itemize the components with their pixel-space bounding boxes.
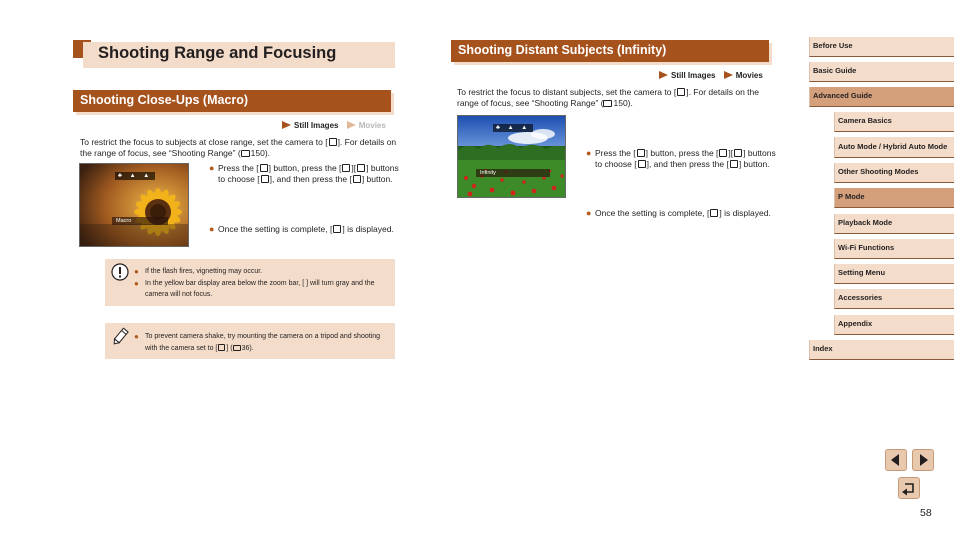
right-arrow-icon	[734, 149, 742, 157]
movies-arrow-icon	[724, 71, 733, 79]
page-number: 58	[920, 507, 932, 519]
tip-ref[interactable]: 36	[241, 344, 250, 352]
tip-note	[105, 323, 395, 359]
still-images-arrow-icon	[282, 121, 291, 129]
macro-sunflower-photo	[79, 163, 189, 247]
left-arrow-icon	[342, 164, 350, 172]
macro-photo-mode-icons: ♣ ▲ ▲	[115, 172, 155, 180]
infinity-mode-indicator	[659, 71, 763, 80]
infinity-mode-movies: Movies	[735, 71, 763, 80]
caution-item-1-text: If the flash fires, vignetting may occur.	[145, 268, 263, 275]
next-page-button[interactable]	[912, 449, 934, 471]
nav-basic-guide[interactable]: Basic Guide	[809, 62, 954, 82]
nav-index[interactable]: Index	[809, 340, 954, 360]
book-reference-icon	[603, 100, 612, 107]
func-set-icon	[730, 160, 738, 168]
caution-item-2-text: In the yellow bar display area below the zoom bar, [ ] will turn gray and the camera will not focus.	[145, 279, 375, 298]
left-button-icon	[637, 149, 645, 157]
nav-auto-mode[interactable]: Auto Mode / Hybrid Auto Mode	[834, 137, 954, 158]
infinity-header-text: Shooting Distant Subjects (Infinity)	[458, 43, 667, 57]
macro-step1-a: Press the [	[218, 163, 259, 173]
macro-step1-d: ] buttons to choose [	[218, 163, 399, 185]
left-button-icon	[260, 164, 268, 172]
infinity-intro-ref[interactable]: 150	[613, 98, 628, 109]
chevron-right-icon	[913, 450, 933, 470]
nav-accessories[interactable]: Accessories	[834, 289, 954, 309]
macro-step2-b: ] is displayed.	[342, 223, 394, 234]
caution-note	[105, 259, 395, 306]
right-arrow-icon	[357, 164, 365, 172]
caution-icon	[110, 263, 130, 281]
nav-playback-mode[interactable]: Playback Mode	[834, 214, 954, 234]
mountain-icon	[638, 160, 646, 168]
macro-intro-text-3: ).	[264, 148, 271, 159]
infinity-step1-d: ] buttons to choose [	[595, 147, 776, 170]
nav-before-use[interactable]: Before Use	[809, 37, 954, 57]
nav-camera-basics[interactable]: Camera Basics	[834, 112, 954, 132]
nav-p-mode[interactable]: P Mode	[834, 188, 954, 208]
still-images-arrow-icon	[659, 71, 668, 79]
infinity-step-2: ● Once the setting is complete, [ ] is displayed.	[586, 208, 771, 219]
infinity-intro	[457, 87, 775, 110]
back-button[interactable]	[898, 477, 920, 499]
infinity-step2-b: ] is displayed.	[719, 208, 771, 219]
infinity-step1-e: ], and then press the [	[646, 159, 729, 170]
macro-step-2: ● Once the setting is complete, [ ] is displayed.	[209, 223, 394, 234]
tip-text-2: ] (	[226, 344, 233, 352]
nav-other-shooting-modes[interactable]: Other Shooting Modes	[834, 163, 954, 183]
pencil-icon	[110, 327, 130, 347]
macro-intro	[80, 137, 398, 160]
tip-text-3: ).	[249, 344, 254, 352]
macro-step1-e: ], and then press the [	[269, 174, 352, 185]
macro-step1-f: ] button.	[361, 174, 393, 185]
prev-page-button[interactable]	[885, 449, 907, 471]
infinity-intro-text-2: ]. For details on the range of focus, see “Shooting Range” (	[457, 87, 759, 109]
infinity-intro-text-1: To restrict the focus to distant subjects, set the camera to [	[457, 87, 677, 97]
page-title: Shooting Range and Focusing	[98, 44, 337, 62]
infinity-step1-c: ][	[728, 147, 734, 158]
macro-section-header	[73, 90, 391, 112]
caution-item-2: ● In the yellow bar display area below the zoom bar, [ ] will turn gray and the camera will not focus.	[134, 278, 375, 298]
macro-step1-c: ][	[351, 163, 357, 173]
page-title-block	[73, 40, 395, 68]
auto-mode-icon	[218, 344, 225, 351]
macro-flower-icon	[329, 138, 337, 146]
return-icon	[899, 478, 919, 498]
macro-step-1: ● Press the [ ] button, press the [ ][ ] buttons to choose [ ], and then press the [ ] button.	[209, 163, 399, 185]
macro-mode-indicator	[282, 121, 386, 130]
macro-intro-text-1: To restrict the focus to subjects at close range, set the camera to [	[80, 137, 328, 147]
macro-step2-a: Once the setting is complete, [	[218, 223, 333, 234]
caution-item-1: ● If the flash fires, vignetting may occur.	[134, 267, 263, 276]
infinity-step2-a: Once the setting is complete, [	[595, 208, 710, 219]
infinity-step1-b: ] button, press the [	[645, 147, 719, 158]
macro-mode-movies: Movies	[358, 121, 386, 130]
infinity-section-header	[451, 40, 769, 62]
infinity-step-1: ● Press the [ ] button, press the [ ][ ] buttons to choose [ ], and then press the [ ] button.	[586, 147, 776, 170]
mountain-icon	[677, 88, 685, 96]
macro-flower-icon	[261, 175, 269, 183]
chevron-left-icon	[886, 450, 906, 470]
nav-setting-menu[interactable]: Setting Menu	[834, 264, 954, 284]
left-arrow-icon	[719, 149, 727, 157]
macro-mode-still: Still Images	[294, 121, 339, 130]
tip-item: ● To prevent camera shake, try mounting the camera on a tripod and shooting with the camera set to [ ] ( 36).	[134, 332, 381, 352]
infinity-step1-f: ] button.	[738, 159, 770, 170]
func-set-icon	[353, 175, 361, 183]
infinity-photo-mode-icons: ♣ ▲ ▲	[493, 124, 533, 132]
nav-appendix[interactable]: Appendix	[834, 315, 954, 335]
macro-flower-icon	[333, 225, 341, 233]
infinity-landscape-photo	[457, 115, 566, 198]
movies-arrow-icon	[347, 121, 356, 129]
book-reference-icon	[241, 150, 250, 157]
macro-header-text: Shooting Close-Ups (Macro)	[80, 93, 249, 107]
mountain-icon	[710, 209, 718, 217]
macro-photo-label: Macro	[112, 217, 168, 225]
nav-advanced-guide[interactable]: Advanced Guide	[809, 87, 954, 107]
macro-step1-b: ] button, press the [	[268, 163, 342, 173]
macro-intro-text-2: ]. For details on the range of focus, see “Shooting Range” (	[80, 137, 397, 159]
nav-wifi-functions[interactable]: Wi-Fi Functions	[834, 239, 954, 259]
macro-intro-ref[interactable]: 150	[250, 148, 265, 159]
infinity-photo-label: Infinity	[476, 169, 550, 177]
infinity-intro-text-3: ).	[627, 98, 633, 109]
tip-text-1: To prevent camera shake, try mounting the camera on a tripod and shooting with the camera set to [	[145, 333, 381, 352]
infinity-mode-still: Still Images	[671, 71, 716, 80]
infinity-step1-a: Press the [	[595, 147, 636, 158]
book-reference-icon	[233, 345, 241, 351]
